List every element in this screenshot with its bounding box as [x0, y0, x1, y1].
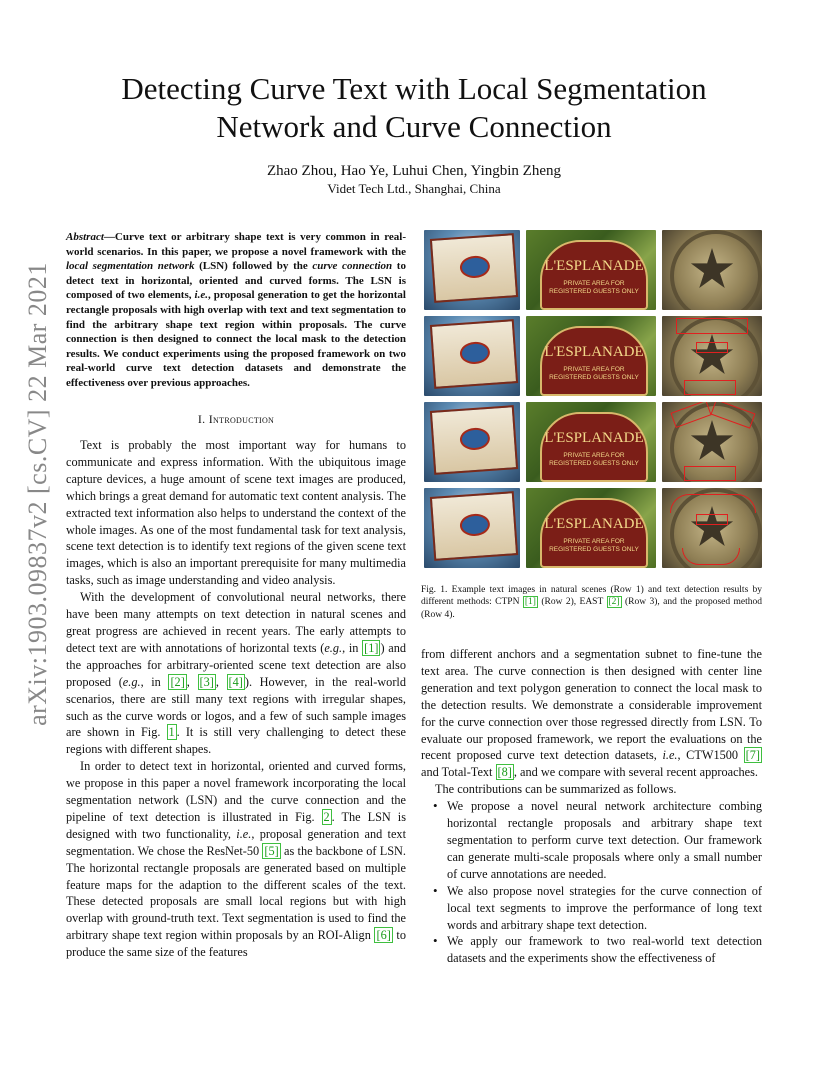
- citation-8[interactable]: [8]: [497, 765, 512, 780]
- section-name: Introduction: [208, 412, 275, 426]
- p2-text-c: ) and the approaches for arbitrary-oriented scene text detection are also proposed (: [66, 640, 406, 689]
- r1-text-d: , and we compare with several recent approaches.: [513, 765, 759, 780]
- citation-7[interactable]: [7]: [745, 748, 760, 763]
- photo-hotel-row2: [526, 316, 656, 396]
- lsn-term: local segmentation network: [66, 260, 195, 273]
- intro-paragraph-1: Text is probably the most important way for humans to communicate and express information. With the ubiquitous image capture devices, a huge amount of scene text images are produced, which brings a great demand for automatic text content analysis. The extracted text information also helps to understand the context of the whole images. As one of the most fundamental task for text analysis, scene text detection is to identify text regions of the given scene text images, which is also an important prerequisite for many multimedia tasks, such as image understanding and video analysis.: [66, 438, 406, 588]
- hotel-sign-sub-1: PRIVATE AREA FOR REGISTERED GUESTS ONLY: [549, 280, 639, 295]
- right-paragraph-2: The contributions can be summarized as follows.: [435, 782, 677, 797]
- right-column-body: [421, 646, 762, 967]
- hotel-sign-sub-3: PRIVATE AREA FOR REGISTERED GUESTS ONLY: [549, 452, 639, 467]
- abstract-lead: Abstract: [66, 231, 104, 243]
- fig-1-link[interactable]: 1: [168, 725, 175, 740]
- p2-text-d: , in: [140, 674, 169, 689]
- r1-text-a: from different anchors and a segmentation subnet to fine-tune the text area. The curve connection is then designed with center line generation and text polygon generation to connect the local mask to the detection results. We demonstrate a considerable improvement for the curve connection over those regressed directly from LSN. To evaluate our proposed framework, we report the evaluations on the recent proposed curve text detection datasets,: [421, 647, 762, 763]
- r1-text-c: and Total-Text: [421, 765, 496, 780]
- cc-term: curve connection: [312, 260, 393, 273]
- right-paragraph-1: [421, 646, 762, 781]
- photo-emblem-row4: [662, 488, 762, 568]
- photo-hotel-row4: [526, 488, 656, 568]
- photo-hotel-row1: [526, 230, 656, 310]
- citation-4[interactable]: [4]: [228, 674, 243, 689]
- p3-text-d: as the backbone of LSN. The horizontal rectangle proposals are generated based on multiple feature maps for the adaption to the different scales of the text. These detected proposals are small local regions but with high overlap with ground-truth text. Text segmentation is used to find the arbitrary shape text region within proposals by an ROI-Align: [66, 843, 406, 943]
- caption-text-c: (Row 3), and the proposed method (Row 4).: [421, 597, 763, 620]
- list-item: • We also propose novel strategies for the curve connection of local text segments to improve the performance of long text words and arbitrary shape text detection.: [421, 883, 762, 934]
- introduction-body: [66, 437, 406, 961]
- abstract-text-2: (LSN) followed by the: [194, 260, 313, 273]
- photo-emblem-row3: [662, 402, 762, 482]
- photo-sign-row3: [424, 402, 520, 482]
- photo-emblem-row2: [662, 316, 762, 396]
- contributions-list: [421, 798, 762, 967]
- section-heading-introduction: [66, 412, 406, 427]
- citation-6[interactable]: [6]: [376, 928, 391, 943]
- abstract-text-4: , proposal generation to get the horizontal rectangle proposals with high overlap with text and text segmentation to find the arbitrary shape text region within proposals. The curve connection is then designed to connect the local mask to the detection results. We conduct experiments using the proposed framework on two real-world curve text detection datasets and demonstrate the effectiveness over previous approaches.: [66, 289, 406, 389]
- p3-ie: i.e.: [236, 826, 252, 841]
- photo-sign-row2: [424, 316, 520, 396]
- title-line-1: Detecting Curve Text with Local Segmentation: [121, 71, 707, 106]
- citation-5[interactable]: [5]: [264, 843, 279, 858]
- arxiv-stamp-text: arXiv:1903.09837v2 [cs.CV] 22 Mar 2021: [23, 262, 52, 726]
- abstract-ie: i.e.: [194, 289, 208, 302]
- caption-text-a: Fig. 1. Example text images in natural scenes (Row 1) and text detection results by different methods: CTPN: [421, 585, 762, 608]
- title-line-2: Network and Curve Connection: [216, 109, 612, 144]
- photo-sign-row4: [424, 488, 520, 568]
- hotel-sign-name-3: L'ESPLANADE: [544, 430, 644, 446]
- list-item: • We apply our framework to two real-world text detection datasets and the experiments show the effectiveness of: [421, 933, 762, 967]
- p2-sep-2: ,: [215, 674, 227, 689]
- caption-text-b: (Row 2), EAST: [537, 597, 607, 608]
- citation-2[interactable]: [2]: [170, 674, 185, 689]
- authors: Zhao Zhou, Hao Ye, Luhui Chen, Yingbin Zheng: [266, 163, 561, 179]
- p2-eg-1: e.g.: [324, 640, 343, 655]
- citation-3[interactable]: [3]: [199, 674, 214, 689]
- hotel-sign-sub-2: PRIVATE AREA FOR REGISTERED GUESTS ONLY: [549, 366, 639, 381]
- affiliation: Videt Tech Ltd., Shanghai, China: [327, 181, 501, 196]
- paper-title: [60, 70, 768, 146]
- p3-text-a: In order to detect text in horizontal, oriented and curved forms, we propose in this paper a novel framework incorporating the local segmentation network (LSN) and the curve connection and the pipeline of text detection is illustrated in Fig.: [66, 759, 406, 824]
- abstract-text-1: —Curve text or arbitrary shape text is very common in real-world scenarios. In this paper, we propose a novel framework with the: [66, 231, 406, 258]
- photo-hotel-row3: [526, 402, 656, 482]
- arxiv-stamp: [16, 262, 60, 726]
- p2-text-e: ). However, in the real-world scenarios, there are still many text regions with irregular shapes, such as the curve words or logos, and a few of such sample images are shown in Fig.: [66, 674, 406, 740]
- p3-text-e: to produce the same size of the features: [66, 928, 406, 960]
- hotel-sign-name-2: L'ESPLANADE: [544, 344, 644, 360]
- hotel-sign-sub-4: PRIVATE AREA FOR REGISTERED GUESTS ONLY: [549, 538, 639, 553]
- abstract-text-3: to detect text in horizontal, oriented and curved forms. The LSN is composed of two elements,: [66, 260, 406, 302]
- photo-emblem-row1: [662, 230, 762, 310]
- section-number: I.: [197, 412, 209, 426]
- fig-2-link[interactable]: 2: [323, 809, 330, 824]
- caption-citation-2[interactable]: [2]: [608, 597, 620, 608]
- photo-sign-row1: [424, 230, 520, 310]
- citation-1[interactable]: [1]: [364, 640, 379, 655]
- intro-paragraph-2: [66, 589, 406, 758]
- p2-eg-2: e.g.: [122, 674, 141, 689]
- r1-ie: i.e.: [662, 748, 678, 763]
- p2-text-a: With the development of convolutional neural networks, there have been many attempts on text detection in natural scenes and great progress are achieved in recent years. The early attempts to detect text are with annotations of horizontal texts (: [66, 590, 406, 655]
- list-item: • We propose a novel neural network architecture combing horizontal rectangle proposals and arbitrary shape text segmentation to perform curve text detection. Our framework can generate multi-scale proposals where only a small number of curve annotations are needed.: [421, 798, 762, 883]
- p3-text-b: . The LSN is designed with two functionality,: [66, 809, 406, 841]
- hotel-sign-name-4: L'ESPLANADE: [544, 516, 644, 532]
- p2-sep-1: ,: [186, 674, 198, 689]
- intro-paragraph-3: [66, 758, 406, 961]
- hotel-sign-name-1: L'ESPLANADE: [544, 258, 644, 274]
- figure-1-caption: [421, 584, 762, 621]
- p2-text-b: , in: [342, 640, 363, 655]
- p3-text-c: , proposal generation and text segmentation. We chose the ResNet-50: [66, 826, 406, 858]
- p2-text-f: . It is still very challenging to detect these regions with different shapes.: [66, 725, 406, 757]
- abstract: [66, 230, 406, 391]
- caption-citation-1[interactable]: [1]: [524, 597, 536, 608]
- figure-1-image-grid: [424, 230, 762, 570]
- r1-text-b: , CTW1500: [677, 748, 744, 763]
